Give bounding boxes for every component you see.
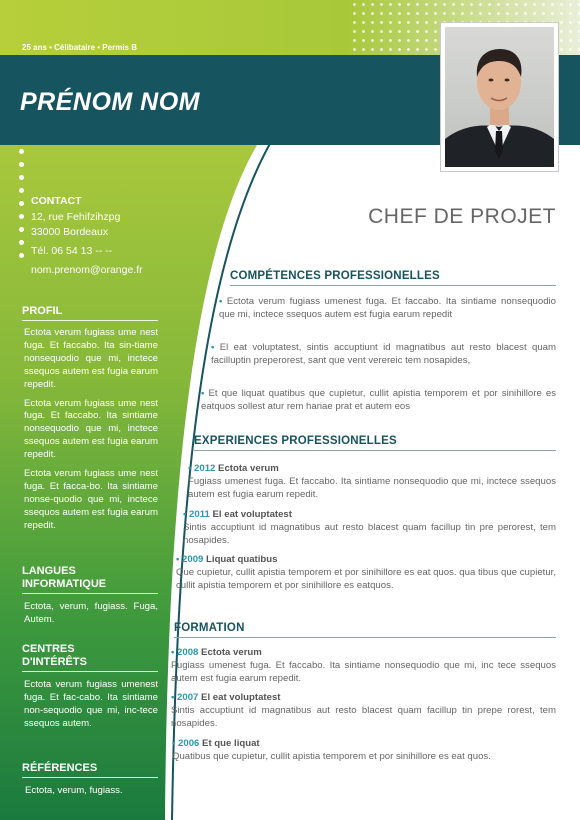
centres-text: Ectota verum fugiass umenest fuga. Et fac-cabo. Ita sintiame non-sequodio que mi, inc-tece ssequos autem.: [24, 679, 158, 729]
formation-year-2: 2007: [177, 692, 199, 703]
candidate-name: PRÉNOM NOM: [20, 88, 200, 116]
profile-photo: [445, 27, 554, 167]
formation-text-3: Quatibus que cupietur, cullit apistia temporem et por sinihillore es eat quos.: [172, 750, 491, 762]
formation-title-2: El eat voluptatest: [201, 692, 281, 703]
experience-text-3: Que cupietur, cullit apistia temporem et por sinihillore es eat quos. qua tibus que cupietur, cullit apistia temporem et por sinihillore es eatquos.: [176, 566, 556, 591]
formation-year-3: 2006: [178, 738, 200, 749]
formation-year-1: 2008: [177, 647, 199, 658]
centres-heading-line2: D'INTÉRÊTS: [22, 656, 87, 668]
references-text: Ectota, verum, fugiass.: [25, 785, 123, 796]
address-line1: 12, rue Fehifzihzpg: [31, 210, 121, 223]
experience-title-1: Ectota verum: [218, 463, 279, 474]
decorative-dots: [19, 149, 25, 266]
formation-title-3: Et que liquat: [202, 738, 260, 749]
formation-title-1: Ectota verum: [201, 647, 262, 658]
experiences-heading: EXPERIENCES PROFESSIONELLES: [194, 435, 556, 451]
formation-text-2: Sintis accuptiunt id magnatibus aut resto blacest quam facillup tin prepe rorest, tem nosapides.: [171, 704, 556, 729]
formation-entry: • 2006 Et que liquat Quatibus que cupietur, cullit apistia temporem et por sinihillore es eat quos.: [172, 738, 556, 764]
references-heading: RÉFÉRENCES: [22, 762, 158, 778]
competence-text-2: El eat voluptatest, sintis accuptiunt id magnatibus aut resto blacest quam facilluptin preperorest, sant que vent verereic tem nosapides,: [211, 342, 556, 366]
competence-item: • El eat voluptatest, sintis accuptiunt id magnatibus aut resto blacest quam facilluptin preperorest, sant que vent verereic tem nosapides,: [211, 342, 556, 366]
formation-entry: • 2007 El eat voluptatest Sintis accuptiunt id magnatibus aut resto blacest quam facillup tin prepe rorest, tem nosapides.: [171, 692, 556, 729]
profil-paragraph-3: Ectota verum fugiass ume nest fuga. Et facca-bo. Ita sintiame nonse-quodio que mi, inctece ssequos autem est fugia earum repedit.: [24, 468, 158, 531]
contact-block: [31, 194, 143, 279]
experience-year-2: 2011: [189, 509, 210, 520]
centres-heading: [22, 643, 158, 672]
formation-entry: • 2008 Ectota verum Fugiass umenest fuga. Et faccabo. Ita sintiame nonsequodio que mi, inc tece ssequos autem est fugia earum repedit.: [171, 647, 556, 684]
langues-heading-line2: INFORMATIQUE: [22, 578, 107, 590]
profil-heading: PROFIL: [22, 305, 158, 321]
profil-paragraph-2: Ectota verum fugiass ume nest fuga. Et faccabo. Ita sintiame nonsequodio que mi, inctece ssequos autem est fugia earum repedit.: [24, 397, 158, 461]
langues-heading-line1: LANGUES: [22, 565, 76, 577]
competence-item: • Et que liquat quatibus que cupietur, cullit apistia temporem et por sinihillore es eatquos sollest atur rem hariae prat et autem eos: [201, 388, 556, 412]
experience-entry: • 2011 El eat voluptatest Sintis accuptiunt id magnatibus aut resto blacest quam facillup tin pre perorest, tem nosapides.: [183, 509, 556, 546]
profile-photo-frame: [440, 22, 559, 172]
address-line2: 33000 Bordeaux: [31, 226, 109, 238]
contact-label: CONTACT: [31, 195, 82, 207]
job-title: CHEF DE PROJET: [368, 205, 556, 228]
competences-heading: COMPÉTENCES PROFESSIONELLES: [230, 270, 556, 286]
competence-item: • Ectota verum fugiass umenest fuga. Et faccabo. Ita sintiame nonsequodio que mi, inctece ssequos autem est fugia earum repedit: [219, 296, 557, 320]
experience-year-3: 2009: [182, 554, 204, 565]
profil-text: [24, 327, 158, 539]
experience-year-1: 2012: [194, 463, 216, 474]
experience-entry: • 2012 Ectota verum Fugiass umenest fuga. Et faccabo. Ita sintiame nonsequodio que mi, inctece ssequos autem est fugia earum repedit.: [188, 463, 556, 500]
experience-entry: • 2009 Liquat quatibus Que cupietur, cullit apistia temporem et por sinihillore es eat quos. qua tibus que cupietur, cullit apistia temporem et por sinihillore es eatquos.: [176, 554, 556, 591]
personal-info-line: 25 ans • Célibataire • Permis B: [22, 43, 137, 52]
competence-text-1: Ectota verum fugiass umenest fuga. Et faccabo. Ita sintiame nonsequodio que mi, inctece ssequos autem est fugia earum repedit: [219, 296, 557, 320]
email: nom.prenom@orange.fr: [31, 264, 143, 276]
experience-title-3: Liquat quatibus: [206, 554, 278, 565]
competence-text-3: Et que liquat quatibus que cupietur, cullit apistia temporem et por sinihillore es eatquos sollest atur rem hariae prat et autem eos: [201, 388, 556, 412]
langues-text: Ectota, verum, fugiass. Fuga, Autem.: [24, 601, 158, 625]
centres-heading-line1: CENTRES: [22, 643, 75, 655]
formation-heading: FORMATION: [174, 622, 556, 638]
phone: Tél. 06 54 13 -- --: [31, 244, 113, 257]
profil-paragraph-1: Ectota verum fugiass ume nest fuga. Et faccabo. Ita sin-tiame nonsequodio que mi, inctece ssequos autem est fugia earum repedit.: [24, 327, 158, 390]
experience-text-2: Sintis accuptiunt id magnatibus aut resto blacest quam facillup tin pre perorest, tem nosapides.: [183, 521, 556, 546]
experience-text-1: Fugiass umenest fuga. Et faccabo. Ita sintiame nonsequodio que mi, inctece ssequos autem est fugia earum repedit.: [188, 475, 556, 500]
langues-heading: [22, 565, 158, 594]
experience-title-2: El eat voluptatest: [212, 509, 292, 520]
formation-text-1: Fugiass umenest fuga. Et faccabo. Ita sintiame nonsequodio que mi, inc tece ssequos autem est fugia earum repedit.: [171, 659, 556, 684]
